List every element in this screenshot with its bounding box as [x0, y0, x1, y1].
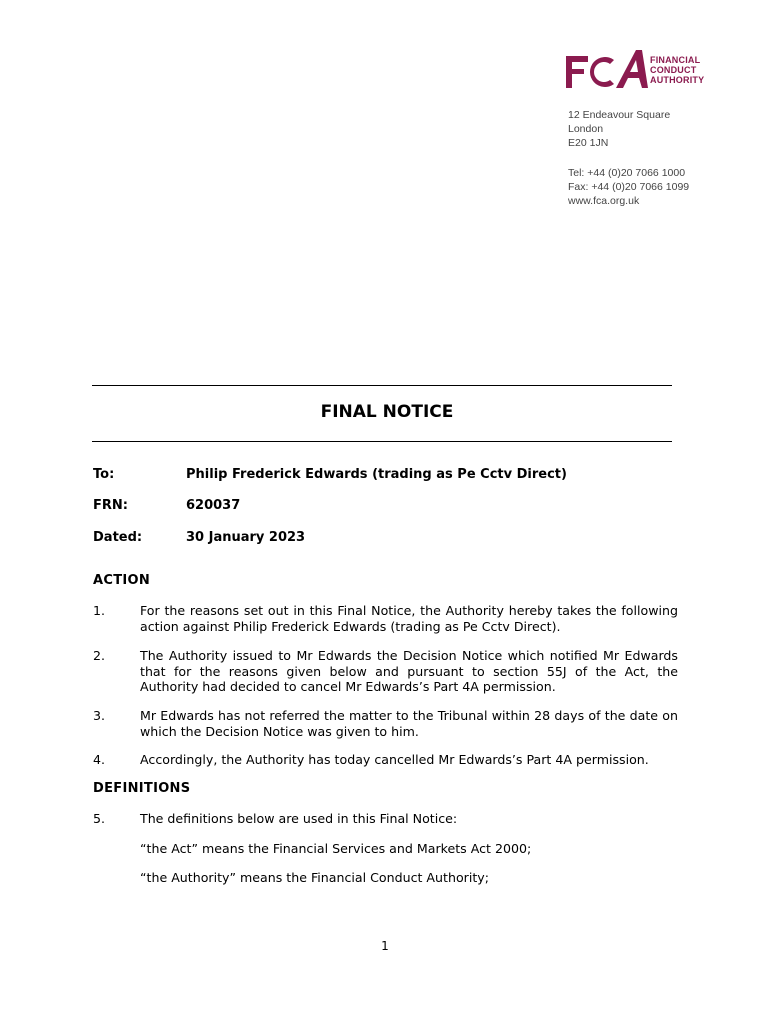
- address-line: E20 1JN: [568, 137, 609, 149]
- paragraph-2: [93, 648, 678, 695]
- page-title: FINAL NOTICE: [320, 402, 454, 422]
- definition-authority: “the Authority” means the Financial Conduct Authority;: [140, 870, 489, 885]
- paragraph-1: [93, 603, 678, 634]
- logo-line: FINANCIAL: [650, 55, 701, 65]
- fax: Fax: +44 (0)20 7066 1099: [568, 181, 690, 193]
- title-rule-bottom: [92, 441, 672, 442]
- website-link[interactable]: www.fca.org.uk: [568, 195, 640, 207]
- address-line: 12 Endeavour Square: [568, 109, 671, 121]
- paragraph-4: [93, 752, 678, 768]
- paragraph-number: 3.: [93, 708, 106, 723]
- address-line: London: [568, 123, 604, 135]
- paragraph-text: For the reasons set out in this Final Notice, the Authority hereby takes the following action against Philip Frederick Edwards (trading as Pe Cctv Direct).: [140, 603, 678, 634]
- title-rule-top: [92, 385, 672, 386]
- logo-line: CONDUCT: [650, 65, 697, 75]
- address-block: [568, 108, 689, 208]
- meta-value: Philip Frederick Edwards (trading as Pe Cctv Direct): [186, 467, 567, 482]
- definition-act: “the Act” means the Financial Services and Markets Act 2000;: [140, 841, 532, 856]
- meta-value: 30 January 2023: [186, 530, 306, 545]
- paragraph-text: The Authority issued to Mr Edwards the Decision Notice which notified Mr Edwards that for the reasons given below and pursuant to section 55J of the Act, the Authority had decided to cancel Mr Edwards’s Part 4A permission.: [140, 648, 678, 694]
- paragraph-text: The definitions below are used in this Final Notice:: [140, 811, 458, 826]
- section-heading-action: ACTION: [93, 573, 151, 588]
- paragraph-number: 5.: [93, 811, 106, 826]
- page-number: 1: [381, 939, 389, 953]
- paragraph-text: Accordingly, the Authority has today cancelled Mr Edwards’s Part 4A permission.: [140, 752, 649, 767]
- paragraph-number: 2.: [93, 648, 106, 663]
- paragraph-text: Mr Edwards has not referred the matter to the Tribunal within 28 days of the date on which the Decision Notice was given to him.: [140, 708, 678, 739]
- logo-line: AUTHORITY: [650, 75, 705, 85]
- paragraph-5: [93, 811, 678, 827]
- section-heading-definitions: DEFINITIONS: [93, 781, 191, 796]
- meta-label: To:: [93, 467, 115, 482]
- paragraph-number: 1.: [93, 603, 106, 618]
- telephone: Tel: +44 (0)20 7066 1000: [568, 167, 686, 179]
- paragraph-number: 4.: [93, 752, 106, 767]
- logo-wordmark: [650, 55, 704, 85]
- meta-label: FRN:: [93, 498, 128, 513]
- paragraph-3: [93, 708, 678, 739]
- meta-value: 620037: [186, 498, 241, 513]
- meta-label: Dated:: [93, 530, 143, 545]
